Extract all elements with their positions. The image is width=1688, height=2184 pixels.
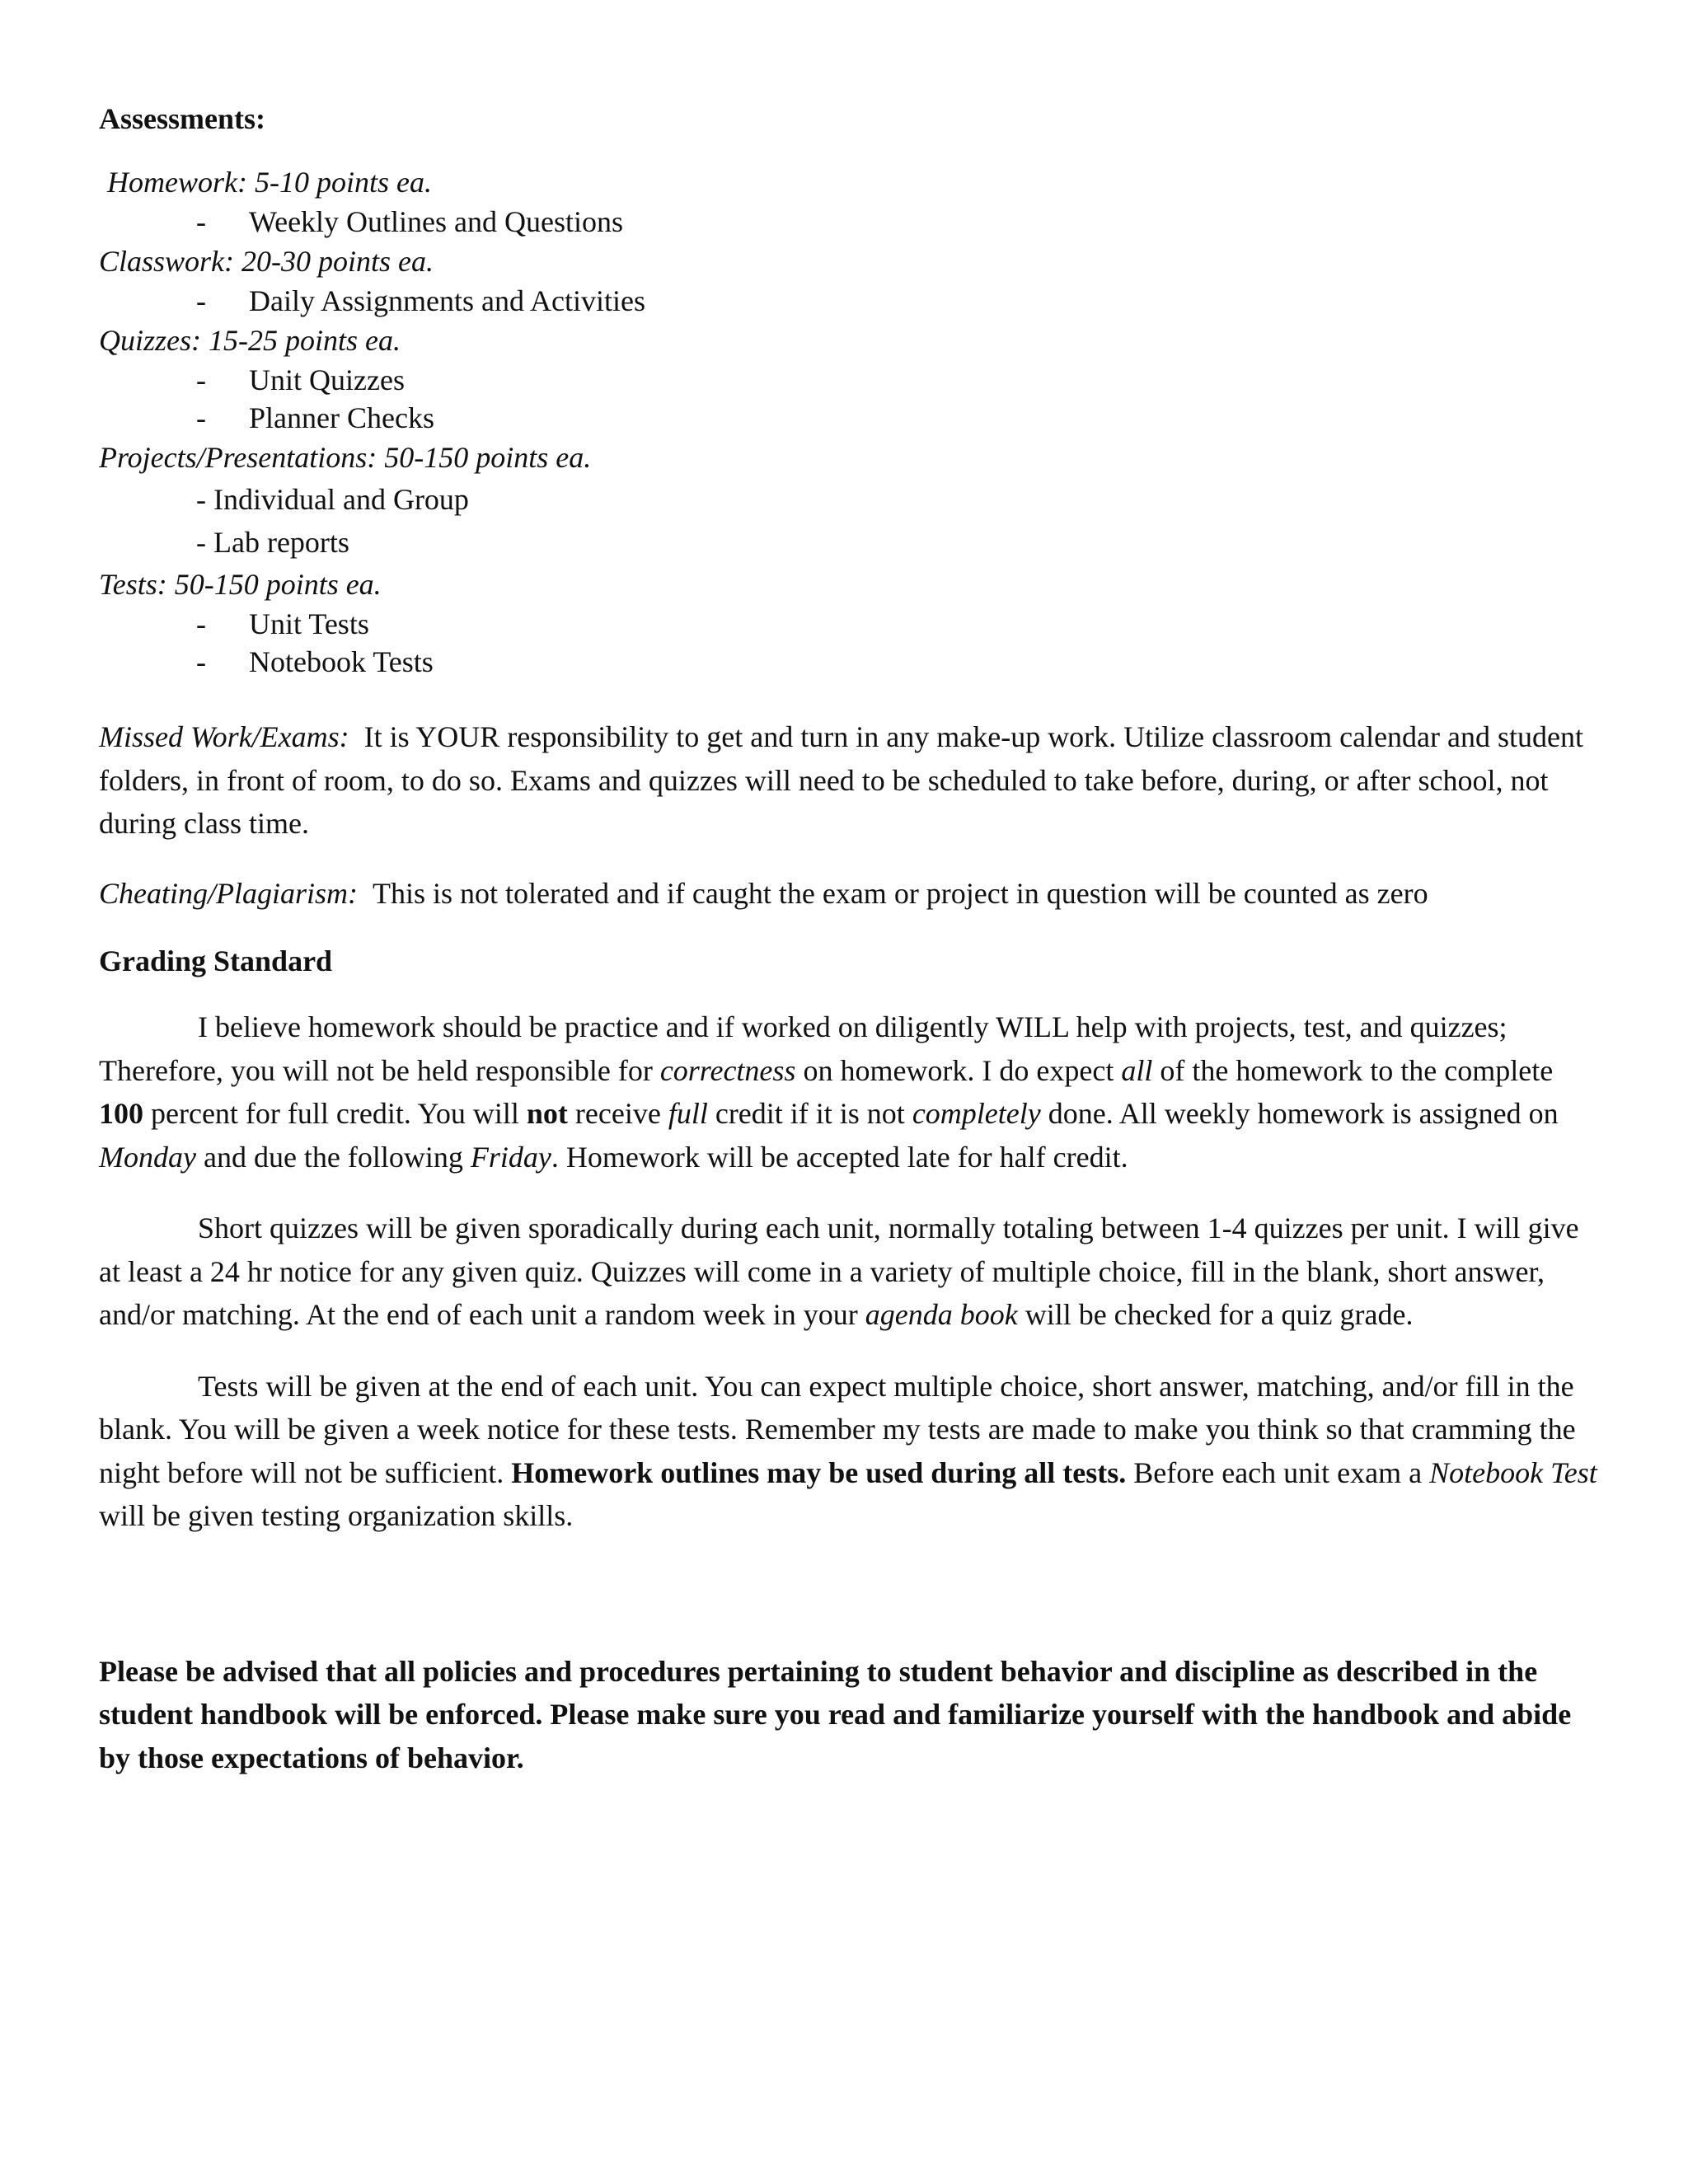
- homework-item: Weekly Outlines and Questions: [249, 205, 624, 238]
- tests-item: Unit Tests: [249, 607, 369, 640]
- cheating-paragraph: [99, 872, 1599, 916]
- classwork-label: Classwork: 20-30 points ea.: [99, 245, 434, 278]
- list-item: [99, 605, 1599, 643]
- list-item: [99, 203, 1599, 241]
- homework-label: Homework: 5-10 points ea.: [107, 166, 432, 199]
- grading-standard-heading: Grading Standard: [99, 944, 333, 977]
- grading-paragraph-quizzes: Short quizzes will be given sporadically during each unit, normally totaling between 1-4 quizzes per unit. I will give at least a 24 hr notice for any given quiz. Quizzes will come in a variety of multiple choice, fill in the blank, short answer, and/or matching. At the end of each unit a random week in your agenda book will be checked for a quiz grade.: [99, 1212, 1579, 1331]
- list-item: [99, 643, 1599, 681]
- cheating-label: Cheating/Plagiarism:: [99, 876, 358, 910]
- projects-item: - Lab reports: [196, 526, 349, 559]
- quizzes-label: Quizzes: 15-25 points ea.: [99, 324, 401, 357]
- bullet-dash: -: [196, 205, 206, 238]
- bullet-dash: -: [196, 645, 206, 678]
- list-item: [99, 361, 1599, 399]
- bullet-dash: -: [196, 607, 206, 640]
- quizzes-item: Planner Checks: [249, 401, 434, 434]
- list-item: [99, 399, 1599, 437]
- grading-paragraph-homework: I believe homework should be practice and if worked on diligently WILL help with projects, test, and quizzes; Therefore, you will not be held responsible for correctness on homework. I do expect all of the homework to the complete 100 percent for full credit. You will not receive full credit if it is not completely done. All weekly homework is assigned on Monday and due the following Friday. Homework will be accepted late for half credit.: [99, 1010, 1559, 1174]
- behavior-notice: Please be advised that all policies and procedures pertaining to student behavior and discipline as described in the student handbook will be enforced. Please make sure you read and familiarize yourself with the handbook and abide by those expectations of behavior.: [99, 1654, 1572, 1774]
- document-page: [99, 97, 1599, 1779]
- list-item: [99, 282, 1599, 320]
- bullet-dash: -: [196, 363, 206, 396]
- tests-item: Notebook Tests: [249, 645, 434, 678]
- classwork-item: Daily Assignments and Activities: [249, 284, 645, 317]
- cheating-text: This is not tolerated and if caught the exam or project in question will be counted as zero: [373, 876, 1428, 910]
- missed-work-paragraph: [99, 715, 1599, 846]
- bullet-dash: -: [196, 401, 206, 434]
- missed-work-text: It is YOUR responsibility to get and turn in any make-up work. Utilize classroom calendar and student folders, in front of room, to do so. Exams and quizzes will need to be scheduled to take before, during, or after school, not during class time.: [99, 720, 1583, 840]
- tests-label: Tests: 50-150 points ea.: [99, 568, 382, 601]
- missed-work-label: Missed Work/Exams:: [99, 720, 349, 753]
- projects-label: Projects/Presentations: 50-150 points ea.: [99, 441, 592, 474]
- grading-paragraph-tests: Tests will be given at the end of each unit. You can expect multiple choice, short answer, matching, and/or fill in the blank. You will be given a week notice for these tests. Remember my tests are made to make you think so that cramming the night before will not be sufficient. Homework outlines may be used during all tests. Before each unit exam a Notebook Test will be given testing organization skills.: [99, 1369, 1597, 1532]
- assessments-heading: Assessments:: [99, 102, 265, 135]
- projects-item: - Individual and Group: [196, 483, 469, 516]
- bullet-dash: -: [196, 284, 206, 317]
- quizzes-item: Unit Quizzes: [249, 363, 405, 396]
